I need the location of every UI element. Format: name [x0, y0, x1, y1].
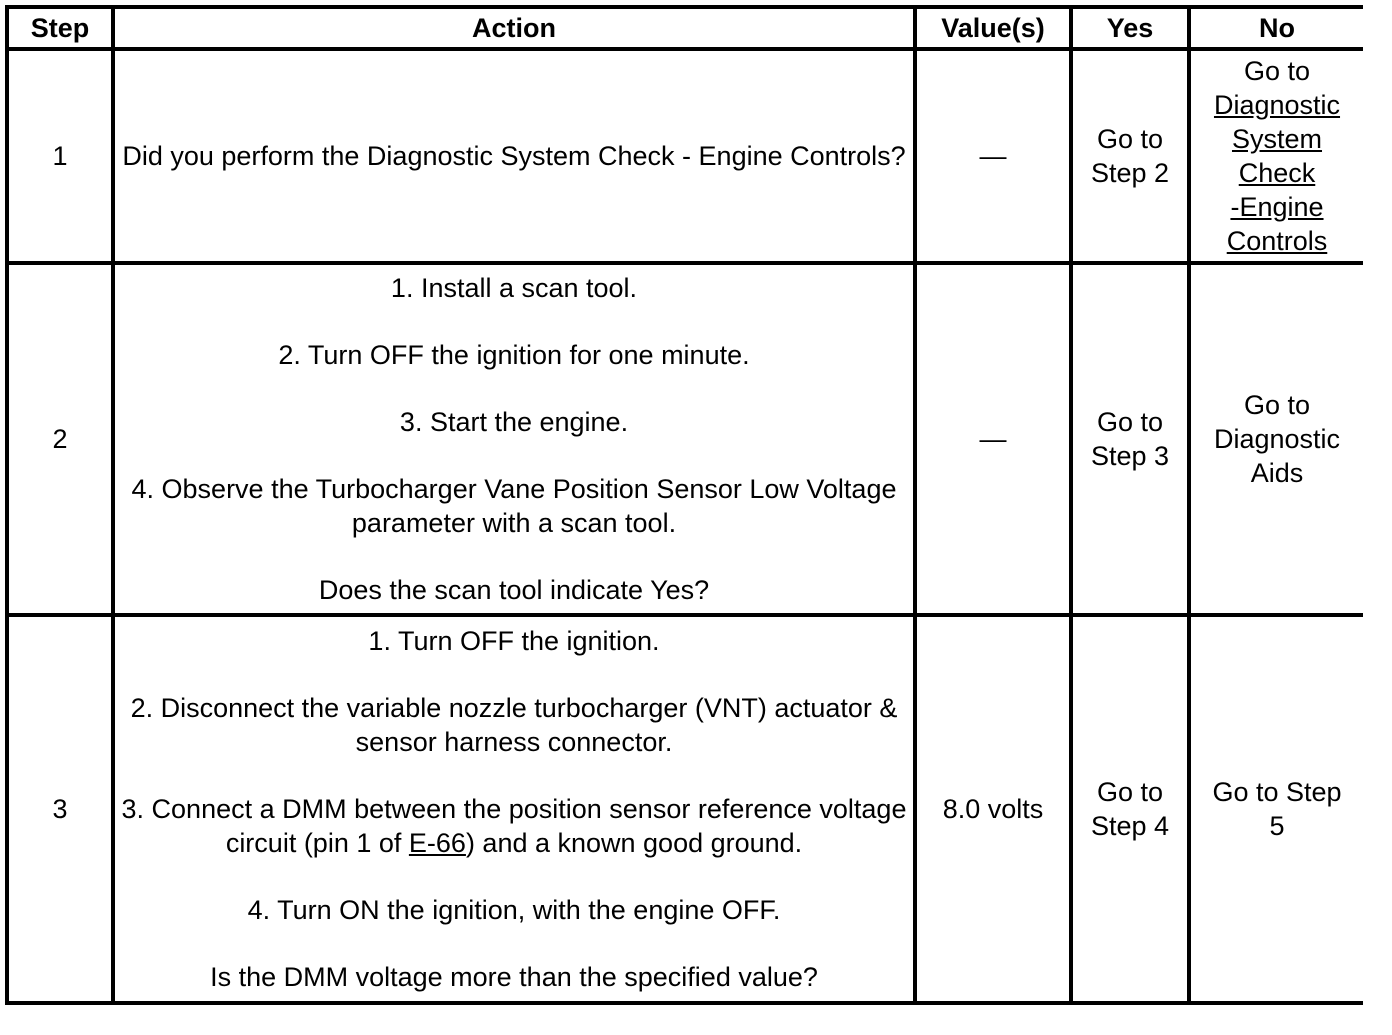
action-text: 4. Observe the Turbocharger Vane Position Sensor Low Voltage parameter with a scan tool.	[131, 474, 897, 538]
diagnostic-system-check-link[interactable]: System	[1231, 124, 1323, 154]
no-cell	[1189, 615, 1363, 1003]
yes-cell	[1071, 615, 1189, 1003]
diagnostic-table	[5, 5, 1363, 1005]
action-text: 2. Turn OFF the ignition for one minute.	[278, 340, 750, 370]
step-number: 2	[7, 263, 113, 615]
table-row	[7, 263, 1363, 615]
table-header-row	[7, 7, 1363, 49]
no-cell[interactable]	[1189, 49, 1363, 263]
value-cell: —	[915, 263, 1071, 615]
action-cell	[113, 263, 915, 615]
action-text-after-link: ) and a known good ground.	[465, 828, 803, 858]
connector-e66-link[interactable]: E-66	[408, 828, 466, 858]
header-values: Value(s)	[915, 7, 1071, 49]
yes-link-text: Go to Step 4	[1090, 777, 1170, 841]
header-step: Step	[7, 7, 113, 49]
action-text: 1. Install a scan tool.	[390, 273, 638, 303]
action-text: 1. Turn OFF the ignition.	[368, 626, 660, 656]
yes-cell	[1071, 49, 1189, 263]
diagnostic-system-check-link[interactable]: -Engine	[1230, 192, 1324, 222]
action-cell	[113, 49, 915, 263]
action-cell	[113, 615, 915, 1003]
diagnostic-table-frame	[5, 5, 1363, 1035]
value-cell: —	[915, 49, 1071, 263]
diagnostic-system-check-link[interactable]: Check	[1238, 158, 1316, 188]
no-text: Go to Step 5	[1212, 777, 1342, 841]
no-text: Go to	[1243, 390, 1311, 420]
action-question: Is the DMM voltage more than the specified value?	[210, 962, 818, 992]
action-text: Did you perform the Diagnostic System Check - Engine Controls?	[122, 141, 906, 171]
header-no: No	[1189, 7, 1363, 49]
no-cell	[1189, 263, 1363, 615]
header-action: Action	[113, 7, 915, 49]
table-row	[7, 49, 1363, 263]
yes-link-text: Go to Step 3	[1090, 407, 1170, 471]
value-cell: 8.0 volts	[915, 615, 1071, 1003]
action-text-before-link: 3. Connect a DMM between the position sensor reference voltage circuit (pin 1 of	[121, 794, 907, 858]
action-text: 4. Turn ON the ignition, with the engine OFF.	[247, 895, 781, 925]
no-text: Diagnostic	[1213, 424, 1341, 454]
yes-link-text: Go to Step 2	[1090, 124, 1170, 188]
step-number: 1	[7, 49, 113, 263]
no-text: Go to	[1243, 56, 1311, 86]
diagnostic-system-check-link[interactable]: Diagnostic	[1213, 90, 1341, 120]
action-text: 2. Disconnect the variable nozzle turbocharger (VNT) actuator & sensor harness connector.	[130, 693, 898, 757]
yes-cell	[1071, 263, 1189, 615]
action-text: 3. Start the engine.	[399, 407, 629, 437]
action-text	[115, 792, 913, 860]
table-row	[7, 615, 1363, 1003]
diagnostic-system-check-link[interactable]: Controls	[1226, 226, 1328, 256]
header-yes: Yes	[1071, 7, 1189, 49]
no-text: Aids	[1250, 458, 1304, 488]
step-number: 3	[7, 615, 113, 1003]
action-question: Does the scan tool indicate Yes?	[318, 575, 710, 605]
